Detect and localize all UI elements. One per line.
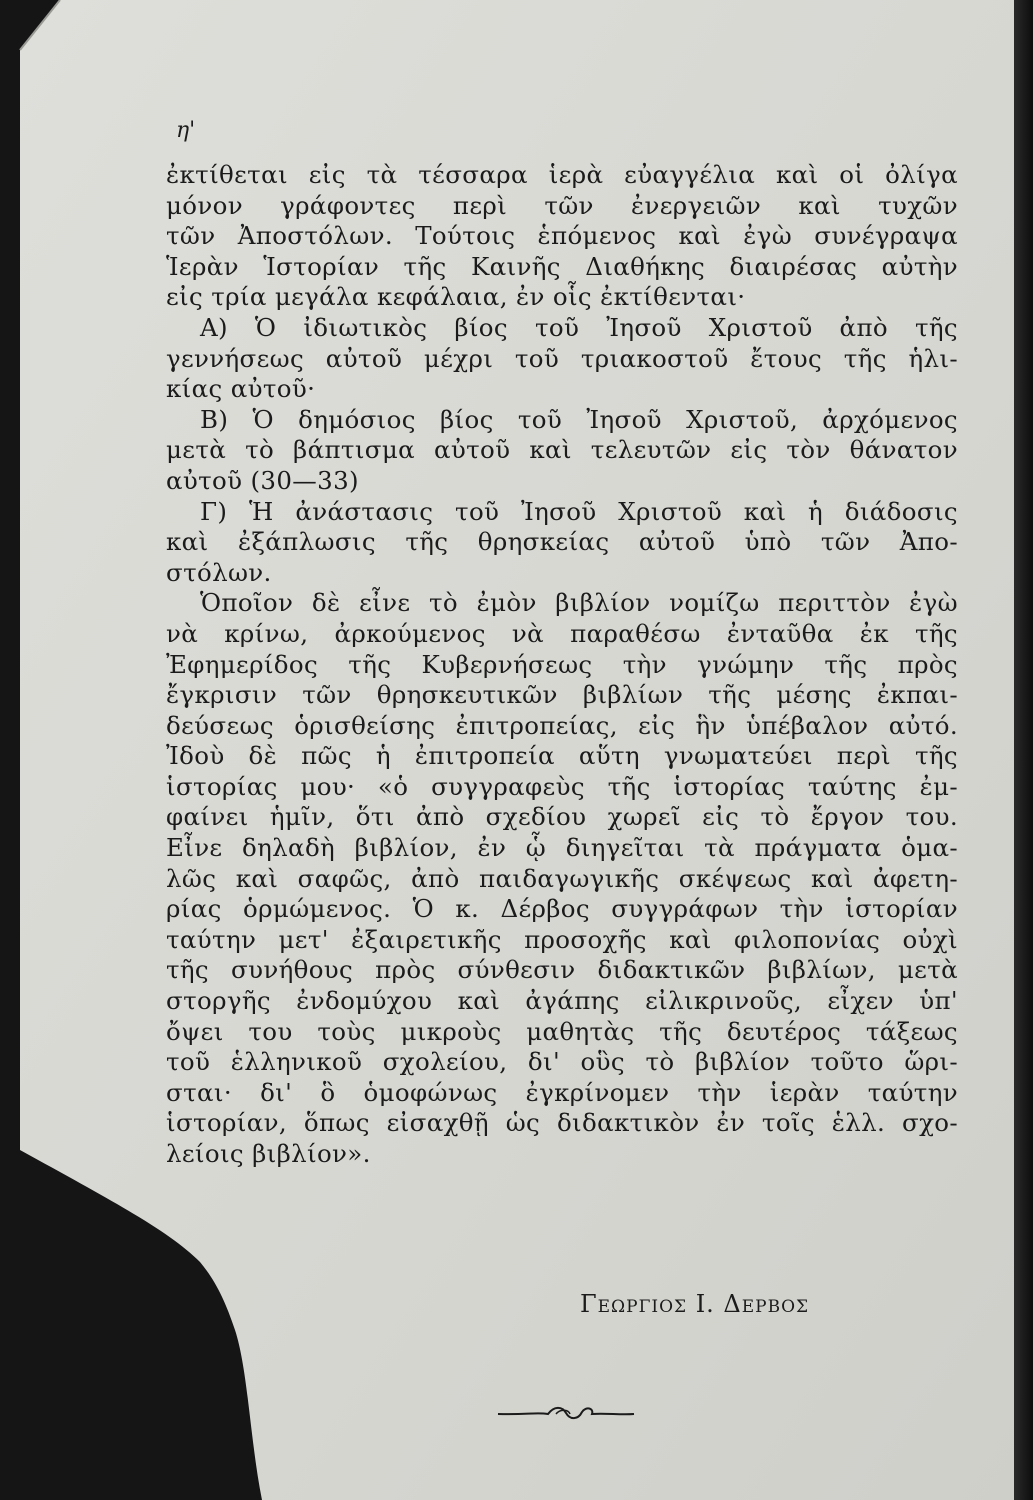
- text-line: Εἶνε δηλαδὴ βιβλίον, ἐν ᾧ διηγεῖται τὰ πράγματα ὁμα-: [166, 833, 958, 863]
- text-line: ρίας ὁρμώμενος. Ὁ κ. Δέρβος συγγράφων τὴν ἱστορίαν: [166, 894, 958, 924]
- text-line: τῆς συνήθους πρὸς σύνθεσιν διδακτικῶν βιβλίων, μετὰ: [166, 955, 958, 985]
- text-line: τῶν Ἀποστόλων. Τούτοις ἑπόμενος καὶ ἐγὼ συνέγραψα: [166, 221, 958, 251]
- text-line: ἐκτίθεται εἰς τὰ τέσσαρα ἱερὰ εὐαγγέλια καὶ οἱ ὀλίγα: [166, 160, 958, 189]
- text-line: καὶ ἐξάπλωσις τῆς θρησκείας αὐτοῦ ὑπὸ τῶν Ἀπο-: [166, 527, 958, 557]
- text-line: ὄψει του τοὺς μικροὺς μαθητὰς τῆς δευτέρος τάξεως: [166, 1016, 958, 1046]
- text-line: λείοις βιβλίον».: [166, 1139, 371, 1168]
- text-line: ταύτην μετ' ἐξαιρετικῆς προσοχῆς καὶ φιλοπονίας οὐχὶ: [166, 924, 958, 954]
- text-line: Ἱερὰν Ἱστορίαν τῆς Καινῆς Διαθήκης διαιρέσας αὐτὴν: [166, 251, 958, 281]
- decorative-flourish: [496, 1400, 636, 1426]
- text-line: νὰ κρίνω, ἀρκούμενος νὰ παραθέσω ἐνταῦθα ἐκ τῆς: [166, 618, 958, 648]
- text-line: Γ) Ἡ ἀνάστασις τοῦ Ἰησοῦ Χριστοῦ καὶ ἡ διάδοσις: [200, 496, 958, 526]
- text-line: γεννήσεως αὐτοῦ μέχρι τοῦ τριακοστοῦ ἔτους τῆς ἡλι-: [166, 343, 958, 373]
- page-edge-shadow: [1014, 0, 1033, 1500]
- text-line: μετὰ τὸ βάπτισμα αὐτοῦ καὶ τελευτῶν εἰς τὸν θάνατον: [166, 435, 958, 465]
- text-line: Ἰδοὺ δὲ πῶς ἡ ἐπιτροπεία αὕτη γνωματεύει περὶ τῆς: [166, 741, 958, 771]
- text-line: λῶς καὶ σαφῶς, ἀπὸ παιδαγωγικῆς σκέψεως καὶ ἀφετη-: [166, 863, 958, 893]
- text-line: εἰς τρία μεγάλα κεφάλαια, ἐν οἷς ἐκτίθενται·: [166, 282, 746, 312]
- text-line: στοργῆς ἐνδομύχου καὶ ἀγάπης εἰλικρινοῦς, εἶχεν ὑπ': [166, 986, 958, 1016]
- text-line: σται· δι' ὃ ὁμοφώνως ἐγκρίνομεν τὴν ἱερὰν ταύτην: [166, 1077, 958, 1107]
- text-line: Ὁποῖον δὲ εἶνε τὸ ἐμὸν βιβλίον νομίζω περιττὸν ἐγὼ: [200, 588, 958, 618]
- text-line: ἱστορίαν, ὅπως εἰσαχθῇ ὡς διδακτικὸν ἐν τοῖς ἑλλ. σχο-: [166, 1108, 958, 1138]
- text-line: στόλων.: [166, 557, 272, 587]
- text-line: φαίνει ἡμῖν, ὅτι ἀπὸ σχεδίου χωρεῖ εἰς τὸ ἔργον του.: [166, 802, 958, 832]
- text-line: μόνον γράφοντες περὶ τῶν ἐνεργειῶν καὶ τυχῶν: [166, 190, 958, 220]
- text-line: δεύσεως ὁρισθείσης ἐπιτροπείας, εἰς ἣν ὑπέβαλον αὐτό.: [166, 710, 958, 740]
- page-number: η': [176, 118, 196, 143]
- text-line: Β) Ὁ δημόσιος βίος τοῦ Ἰησοῦ Χριστοῦ, ἀρχόμενος: [200, 404, 958, 434]
- text-line: ἔγκρισιν τῶν θρησκευτικῶν βιβλίων τῆς μέσης ἐκπαι-: [166, 680, 958, 710]
- text-line: κίας αὐτοῦ·: [166, 374, 316, 404]
- text-line: Α) Ὁ ἰδιωτικὸς βίος τοῦ Ἰησοῦ Χριστοῦ ἀπὸ τῆς: [200, 312, 958, 342]
- text-line: αὐτοῦ (30—33): [166, 465, 359, 495]
- text-line: ἱστορίας μου· «ὁ συγγραφεὺς τῆς ἱστορίας ταύτης ἐμ-: [166, 771, 958, 801]
- author-signature: Γεωργιος Ι. Δερβος: [580, 1290, 810, 1318]
- text-line: Ἐφημερίδος τῆς Κυβερνήσεως τὴν γνώμην τῆς πρὸς: [166, 649, 958, 679]
- text-line: τοῦ ἑλληνικοῦ σχολείου, δι' οὓς τὸ βιβλίον τοῦτο ὥρι-: [166, 1047, 958, 1077]
- body-text: [166, 160, 958, 1170]
